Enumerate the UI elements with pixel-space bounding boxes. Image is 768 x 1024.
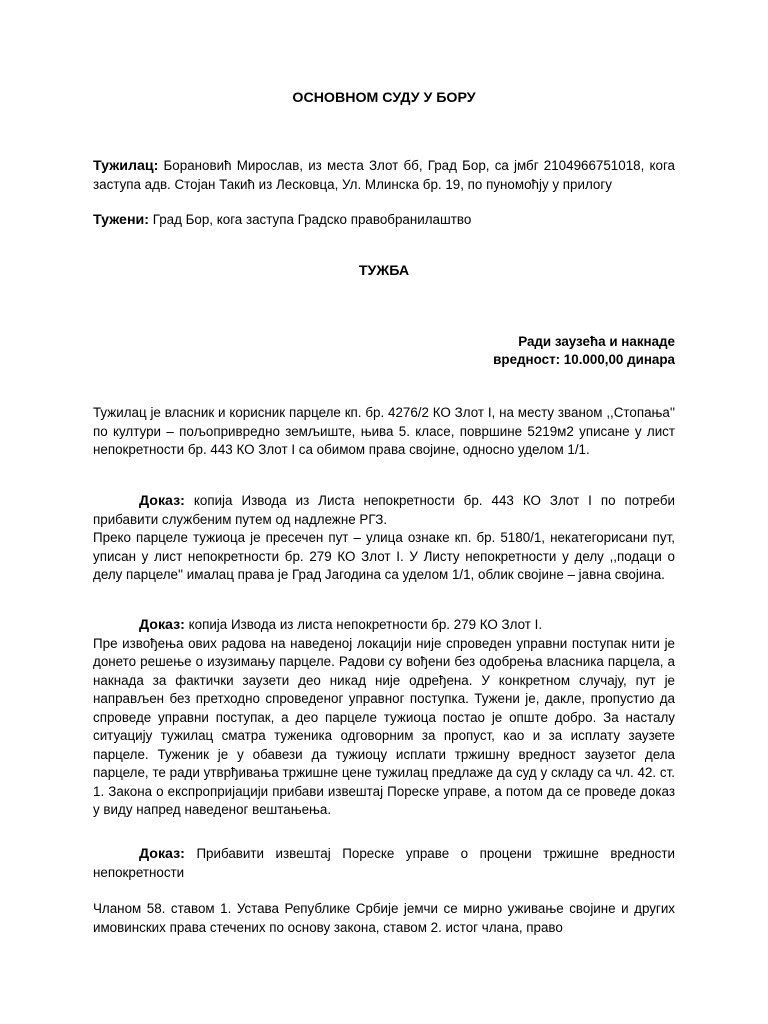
document-title: ТУЖБА xyxy=(358,263,410,279)
defendant-block xyxy=(93,211,675,230)
evidence-label-2: Доказ: xyxy=(139,617,185,633)
evidence-text-2: копија Извода из листа непокретности бр. 279 КО Злот I. xyxy=(188,617,543,632)
plaintiff-label: Тужилац: xyxy=(93,158,159,174)
paragraph-procedure: Пре извођења ових радова на наведеној локацији није спроведен управни поступак нити је донето решење о изузимању парцеле. Радови су вођени без одобрења власника парцела, а накнада за фактички заузети део никад није одређена. У конкретном случају, пут је направљен без претходно спроведеног управног поступка. Тужени је, дакле, пропустио да спроведе управни поступак, а део парцеле тужиоца постао је опште добро. За насталу ситуацију тужилац сматра туженика одговорним за пропуст, као и за исплату заузете парцеле. Туженик је у обавези да тужиоцу исплати тржишну вредност заузетог дела парцеле, те ради утврђивања тржишне цене тужилац предлаже да суд у складу са чл. 42. ст. 1. Закона о експропријацији прибави извештај Пореске управе, а потом да се проведе доказ у виду напред наведеног вештањења. xyxy=(93,635,675,817)
paragraph-constitution-text: Чланом 58. ставом 1. Устава Републике Србије јемчи се мирно уживање својине и других имовинских права стечених по основу закона, ставом 2. истог члана, право xyxy=(93,901,675,935)
defendant-text: Град Бор, кога заступа Градско правобранилаштво xyxy=(152,212,472,227)
plaintiff-block xyxy=(93,157,675,194)
paragraph-constitution xyxy=(93,900,675,937)
evidence-block-2 xyxy=(93,616,675,820)
subject-line-1: Ради заузећа и накнаде xyxy=(518,334,675,349)
evidence-label-3: Доказ: xyxy=(139,846,185,862)
paragraph-ownership xyxy=(93,404,675,460)
paragraph-ownership-text: Тужилац је власник и корисник парцеле кп. бр. 4276/2 КО Злот I, на месту званом ,,Стопања'' по култури – пољопривредно земљиште, њива 5. класе, површине 5219м2 уписане у лист непокретности бр. 443 КО Злот I са обимом права својине, односно уделом 1/1. xyxy=(93,405,675,457)
evidence-block-3 xyxy=(93,845,675,882)
evidence-text-3: Прибавити извештај Пореске управе о процени тржишне вредности непокретности xyxy=(93,846,675,880)
court-heading: ОСНОВНОМ СУДУ У БОРУ xyxy=(292,90,476,106)
evidence-block-1 xyxy=(93,492,675,585)
plaintiff-text: Борановић Мирослав, из места Злот бб, Град Бор, са јмбг 2104966751018, кога заступа адв. Стојан Такић из Лесковца, Ул. Млинска бр. 19, по пуномоћју у прилогу xyxy=(93,158,675,192)
subject-line-2: вредност: 10.000,00 динара xyxy=(493,352,675,367)
defendant-label: Тужени: xyxy=(93,212,149,228)
paragraph-road: Преко парцеле тужиоца је пресечен пут – улица ознаке кп. бр. 5180/1, некатегорисани пут, уписан у лист непокретности бр. 279 КО Злот I. У Листу непокретности у делу ,,подаци о делу парцеле'' ималац права је Град Јагодина са уделом 1/1, облик својине – јавна својина. xyxy=(93,530,675,582)
evidence-text-1: копија Извода из Листа непокретности бр. 443 КО Злот I по потреби прибавити службеним путем од надлежне РГЗ. xyxy=(93,493,675,527)
evidence-label-1: Доказ: xyxy=(139,493,185,509)
